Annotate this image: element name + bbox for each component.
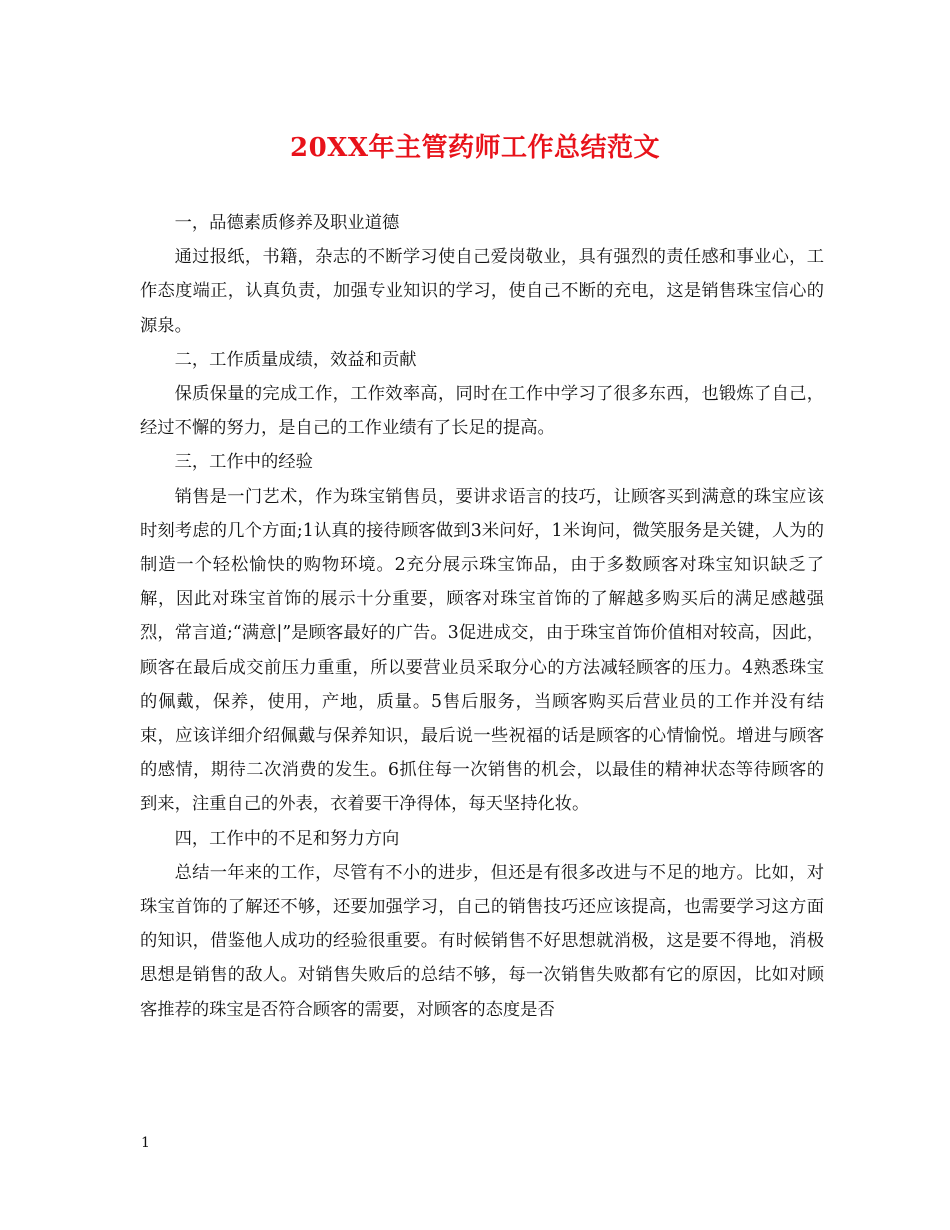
section-heading: 四，工作中的不足和努力方向 [174, 828, 400, 849]
document-title: 20XX年主管药师工作总结范文 [289, 133, 661, 163]
section-paragraph: 销售是一门艺术，作为珠宝销售员，要讲求语言的技巧，让顾客买到满意的珠宝应该时刻考虑的几个方面;1认真的接待顾客做到3米问好，1米询问，微笑服务是关键，人为的制造一个轻松愉快的购物环境。2充分展示珠宝饰品，由于多数顾客对珠宝知识缺乏了解，因此对珠宝首饰的展示十分重要，顾客对珠宝首饰的了解越多购买后的满足感越强烈，常言道;“满意|”是顾客最好的广告。3促进成交，由于珠宝首饰价值相对较高，因此，顾客在最后成交前压力重重，所以要营业员采取分心的方法减轻顾客的压力。4熟悉珠宝的佩戴，保养，使用，产地，质量。5售后服务，当顾客购买后营业员的工作并没有结束，应该详细介绍佩戴与保养知识，最后说一些祝福的话是顾客的心情愉悦。增进与顾客的感情，期待二次消费的发生。6抓住每一次销售的机会，以最佳的精神状态等待顾客的到来，注重自己的外表，衣着要干净得体，每天坚持化妆。 [140, 486, 824, 815]
document-body [140, 206, 824, 1027]
section-paragraph: 通过报纸，书籍，杂志的不断学习使自己爱岗敬业，具有强烈的责任感和事业心，工作态度端正，认真负责，加强专业知识的学习，使自己不断的充电，这是销售珠宝信心的源泉。 [140, 247, 824, 336]
section-heading: 三，工作中的经验 [174, 452, 313, 473]
section-heading: 一，品德素质修养及职业道德 [174, 213, 400, 233]
section-paragraph: 保质保量的完成工作，工作效率高，同时在工作中学习了很多东西，也锻炼了自己，经过不懈的努力，是自己的工作业绩有了长足的提高。 [140, 384, 824, 439]
section-paragraph: 总结一年来的工作，尽管有不小的进步，但还是有很多改进与不足的地方。比如，对珠宝首饰的了解还不够，还要加强学习，自己的销售技巧还应该提高，也需要学习这方面的知识，借鉴他人成功的经验很重要。有时候销售不好思想就消极，这是要不得地，消极思想是销售的敌人。对销售失败后的总结不够，每一次销售失败都有它的原因，比如对顾客推荐的珠宝是否符合顾客的需要，对顾客的态度是否 [140, 862, 824, 1020]
page-number: 1 [141, 1135, 150, 1151]
section-heading: 二，工作质量成绩，效益和贡献 [174, 349, 417, 370]
